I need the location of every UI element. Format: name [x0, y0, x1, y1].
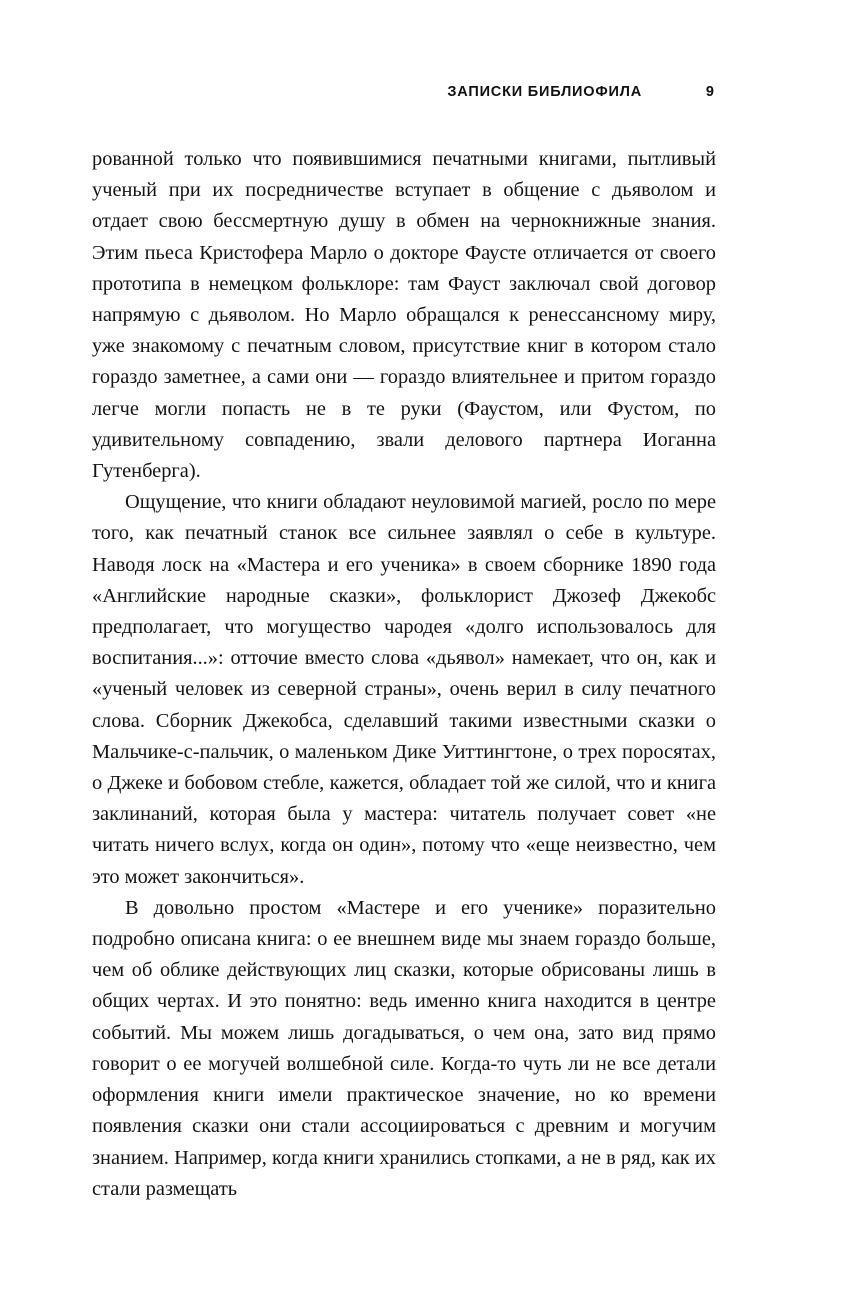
paragraph-2: Ощущение, что книги обладают неуловимой магией, росло по мере того, как печатный станок все сильнее заявлял о себе в культуре. Наводя лоск на «Мастера и его ученика» в своем сборнике 1890 года «Английские народные сказки», фольклорист Джозеф Джекобс предполагает, что могущество чародея «долго использовалось для воспитания...»: отточие вместо слова «дьявол» намекает, что он, как и «ученый человек из северной страны», очень верил в силу печатного слова. Сборник Джекобса, сделавший такими известными сказки о Мальчике-с-пальчик, о маленьком Дике Уиттингтоне, о трех поросятах, о Джеке и бобовом стебле, кажется, обладает той же силой, что и книга заклинаний, которая была у мастера: читатель получает совет «не читать ничего вслух, когда он один», потому что «еще неизвестно, чем это может закончиться». — [92, 491, 716, 888]
running-head-title: ЗАПИСКИ БИБЛИОФИЛА — [447, 84, 642, 100]
body-text — [92, 144, 716, 1205]
page-number: 9 — [705, 84, 714, 100]
running-head — [92, 84, 714, 100]
paragraph-1: рованной только что появившимися печатными книгами, пытливый ученый при их посредничестве вступает в общение с дьяволом и отдает свою бессмертную душу в обмен на чернокнижные знания. Этим пьеса Кристофера Марло о докторе Фаусте отличается от своего прототипа в немецком фольклоре: там Фауст заключал свой договор напрямую с дьяволом. Но Марло обращался к ренессансному миру, уже знакомому с печатным словом, присутствие книг в котором стало гораздо заметнее, а сами они — гораздо влиятельнее и притом гораздо легче могли попасть не в те руки (Фаустом, или Фустом, по удивительному совпадению, звали делового партнера Иоганна Гутенберга). — [92, 148, 716, 483]
paragraph-3: В довольно простом «Мастере и его ученике» поразительно подробно описана книга: о ее внешнем виде мы знаем гораздо больше, чем об облике действующих лиц сказки, которые обрисованы лишь в общих чертах. И это понятно: ведь именно книга находится в центре событий. Мы можем лишь догадываться, о чем она, зато вид прямо говорит о ее могучей волшебной силе. Когда-то чуть ли не все детали оформления книги имели практическое значение, но ко времени появления сказки они стали ассоциироваться с древним и могучим знанием. Например, когда книги хранились стопками, а не в ряд, как их стали размещать — [92, 896, 716, 1200]
